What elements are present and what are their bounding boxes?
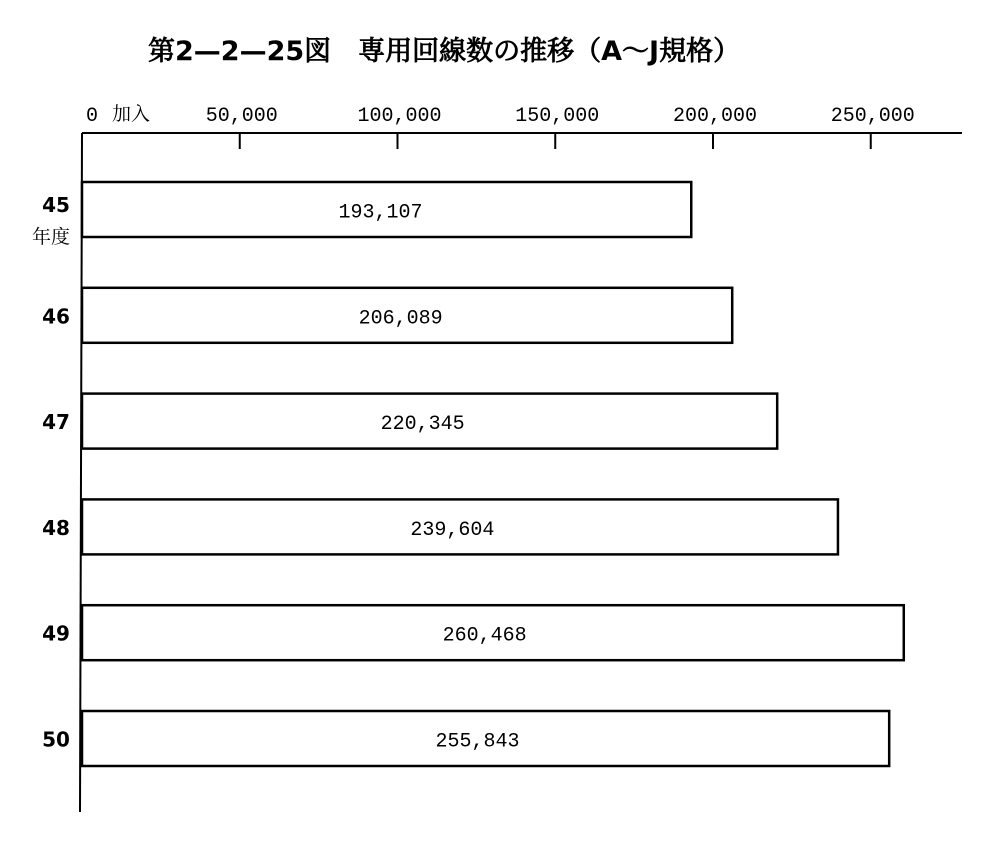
x-tick-label: 50,000 (205, 105, 278, 128)
bar-value-label: 239,604 (410, 518, 495, 542)
bar-value-label: 193,107 (338, 201, 423, 225)
y-category-label: 47 (42, 410, 70, 435)
x-tick-label: 0 (86, 105, 99, 128)
chart-title: 第2—2—25図 専用回線数の推移（A～J規格） (148, 36, 741, 67)
x-tick-label: 250,000 (830, 105, 915, 128)
y-category-label: 45 (42, 193, 70, 217)
y-category-suffix: 年度 (31, 226, 71, 248)
x-axis (82, 103, 962, 149)
x-axis-unit-label: 加入 (112, 103, 151, 125)
value-labels-group (339, 202, 527, 754)
bar-value-label: 220,345 (380, 413, 465, 437)
x-tick-label: 200,000 (672, 105, 758, 128)
x-tick-label: 100,000 (357, 105, 442, 128)
x-tick-label: 150,000 (515, 105, 600, 128)
y-category-label: 50 (42, 727, 70, 752)
y-category-label: 49 (42, 621, 70, 646)
y-axis (32, 133, 82, 812)
bar-value-label: 255,843 (435, 730, 520, 754)
bars-group (82, 182, 904, 766)
bar-value-label: 206,089 (358, 307, 443, 331)
y-category-label: 46 (42, 304, 70, 329)
bar-value-label: 260,468 (442, 624, 527, 648)
y-category-label: 48 (42, 515, 70, 540)
